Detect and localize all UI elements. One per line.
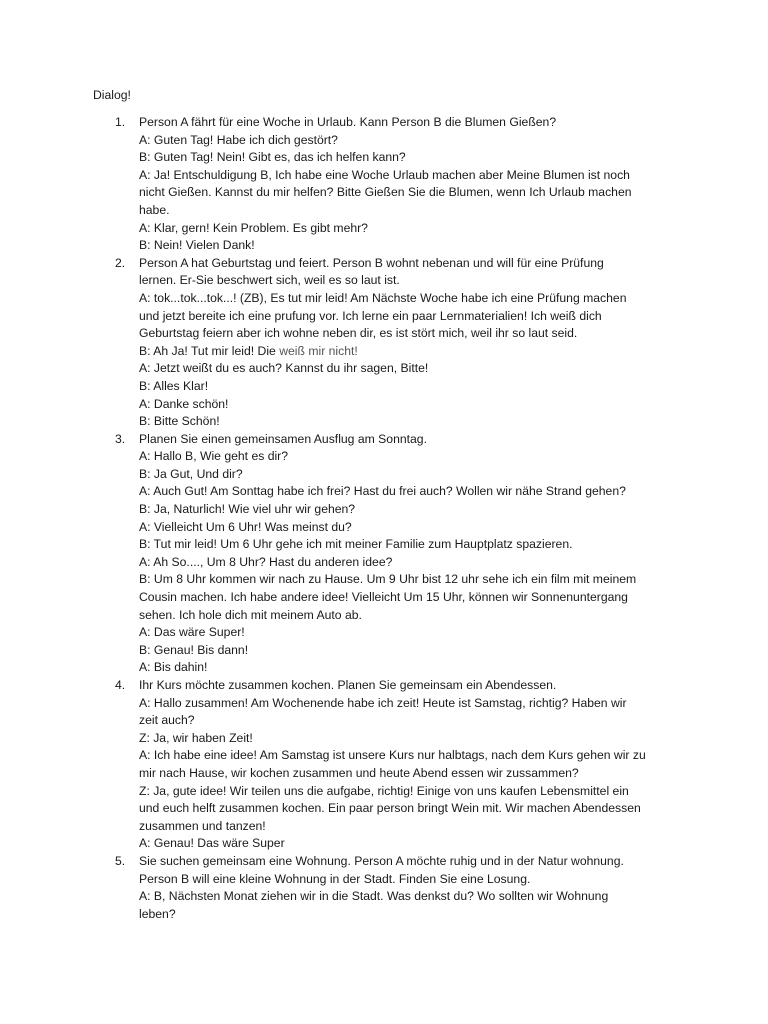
dialog-line: Planen Sie einen gemeinsamen Ausflug am Sonntag. — [139, 431, 427, 446]
dialog-text — [139, 853, 674, 923]
dialog-line: A: B, Nächsten Monat ziehen wir in die Stadt. Was denkst du? Wo sollten wir Wohnung — [139, 889, 609, 904]
item-number: 2. — [115, 255, 126, 270]
dialog-line: B: Guten Tag! Nein! Gibt es, das ich helfen kann? — [139, 150, 406, 165]
dialog-item-3 — [0, 431, 768, 677]
dialog-line: A: Ja! Entschuldigung B, Ich habe eine Woche Urlaub machen aber Meine Blumen ist noch — [139, 167, 630, 182]
dialog-text — [139, 431, 674, 677]
item-number: 4. — [115, 678, 126, 692]
dialog-line: B: Um 8 Uhr kommen wir nach zu Hause. Um 9 Uhr bist 12 uhr sehe ich ein film mit meinem — [139, 572, 637, 587]
dialog-line: leben? — [139, 906, 176, 921]
dialog-item-1 — [0, 114, 768, 255]
dialog-line: B: Genau! Bis dann! — [139, 642, 249, 657]
dialog-line: lernen. Er-Sie beschwert sich, weil es so laut ist. — [139, 273, 400, 288]
dialog-text — [139, 255, 674, 431]
dialog-line: Geburtstag feiern aber ich wohne neben dir, es ist stört mich, weil ihr so laut seid. — [139, 326, 578, 341]
item-number: 5. — [115, 853, 126, 868]
dialog-line: zusammen und tanzen! — [139, 818, 266, 833]
dialog-line: B: Bitte Schön! — [139, 414, 220, 429]
dialog-line: Person A fährt für eine Woche in Urlaub. Kann Person B die Blumen Gießen? — [139, 115, 557, 129]
dialog-line: B: Ja, Naturlich! Wie viel uhr wir gehen? — [139, 502, 356, 517]
dialog-line: A: Auch Gut! Am Sonttag habe ich frei? Hast du frei auch? Wollen wir nähe Strand gehen? — [139, 484, 626, 499]
dialog-line: A: Genau! Das wäre Super — [139, 836, 285, 851]
dialog-line: A: Danke schön! — [139, 396, 229, 411]
dialog-line: B: Alles Klar! — [139, 378, 209, 393]
item-number: 1. — [115, 115, 126, 129]
item-number: 3. — [115, 431, 126, 446]
dialog-line: habe. — [139, 202, 170, 217]
dialog-list — [0, 114, 768, 923]
document-title: Dialog! — [93, 88, 131, 102]
dialog-line: Person A hat Geburtstag und feiert. Person B wohnt nebenan und will für eine Prüfung — [139, 255, 604, 270]
dialog-line: sehen. Ich hole dich mit meinem Auto ab. — [139, 607, 362, 622]
dialog-line: und euch helft zusammen kochen. Ein paar person bringt Wein mit. Wir machen Abendessen — [139, 801, 641, 816]
dialog-item-5 — [0, 853, 768, 923]
dialog-line: A: Ich habe eine idee! Am Samstag ist unsere Kurs nur halbtags, nach dem Kurs gehen wir zu — [139, 748, 646, 763]
dialog-item-4 — [0, 677, 768, 853]
dialog-text — [139, 677, 674, 853]
dialog-item-2 — [0, 255, 768, 431]
dialog-line: A: Guten Tag! Habe ich dich gestört? — [139, 132, 338, 147]
dialog-line: A: Klar, gern! Kein Problem. Es gibt mehr? — [139, 220, 368, 235]
dialog-line: zeit auch? — [139, 713, 195, 728]
dialog-line-mixed — [139, 343, 674, 361]
dialog-line: Z: Ja, wir haben Zeit! — [139, 730, 253, 745]
dialog-line: A: Hallo B, Wie geht es dir? — [139, 449, 289, 464]
dialog-line: B: Tut mir leid! Um 6 Uhr gehe ich mit meiner Familie zum Hauptplatz spazieren. — [139, 537, 573, 552]
dialog-line: B: Ja Gut, Und dir? — [139, 466, 243, 481]
dialog-line: A: Vielleicht Um 6 Uhr! Was meinst du? — [139, 519, 352, 534]
dialog-text — [139, 114, 674, 255]
dialog-line: A: Jetzt weißt du es auch? Kannst du ihr sagen, Bitte! — [139, 361, 429, 376]
dialog-line: Z: Ja, gute idee! Wir teilen uns die aufgabe, richtig! Einige von uns kaufen Lebensmittel ein — [139, 783, 629, 798]
dialog-line: A: tok...tok...tok...! (ZB), Es tut mir leid! Am Nächste Woche habe ich eine Prüfung machen — [139, 290, 627, 305]
dialog-line: und jetzt bereite ich eine prufung vor. Ich lerne ein paar Lernmaterialien! Ich weiß dich — [139, 308, 602, 323]
dialog-line-light: weiß mir nicht! — [279, 343, 358, 358]
dialog-line: Cousin machen. Ich habe andere idee! Vielleicht Um 15 Uhr, können wir Sonnenuntergang — [139, 590, 628, 605]
dialog-line-main: B: Ah Ja! Tut mir leid! Die — [139, 343, 280, 358]
dialog-line: A: Bis dahin! — [139, 660, 208, 675]
dialog-line: nicht Gießen. Kannst du mir helfen? Bitte Gießen Sie die Blumen, wenn Ich Urlaub machen — [139, 185, 632, 200]
dialog-line: A: Ah So...., Um 8 Uhr? Hast du anderen idee? — [139, 554, 393, 569]
dialog-line: A: Das wäre Super! — [139, 625, 245, 640]
dialog-line: Sie suchen gemeinsam eine Wohnung. Person A möchte ruhig und in der Natur wohnung. — [139, 853, 624, 868]
dialog-line: Ihr Kurs möchte zusammen kochen. Planen Sie gemeinsam ein Abendessen. — [139, 678, 557, 692]
dialog-line: B: Nein! Vielen Dank! — [139, 238, 255, 253]
dialog-line: Person B will eine kleine Wohnung in der Stadt. Finden Sie eine Losung. — [139, 871, 531, 886]
dialog-line: A: Hallo zusammen! Am Wochenende habe ich zeit! Heute ist Samstag, richtig? Haben wir — [139, 695, 627, 710]
dialog-line: mir nach Hause, wir kochen zusammen und heute Abend essen wir zussammen? — [139, 765, 579, 780]
